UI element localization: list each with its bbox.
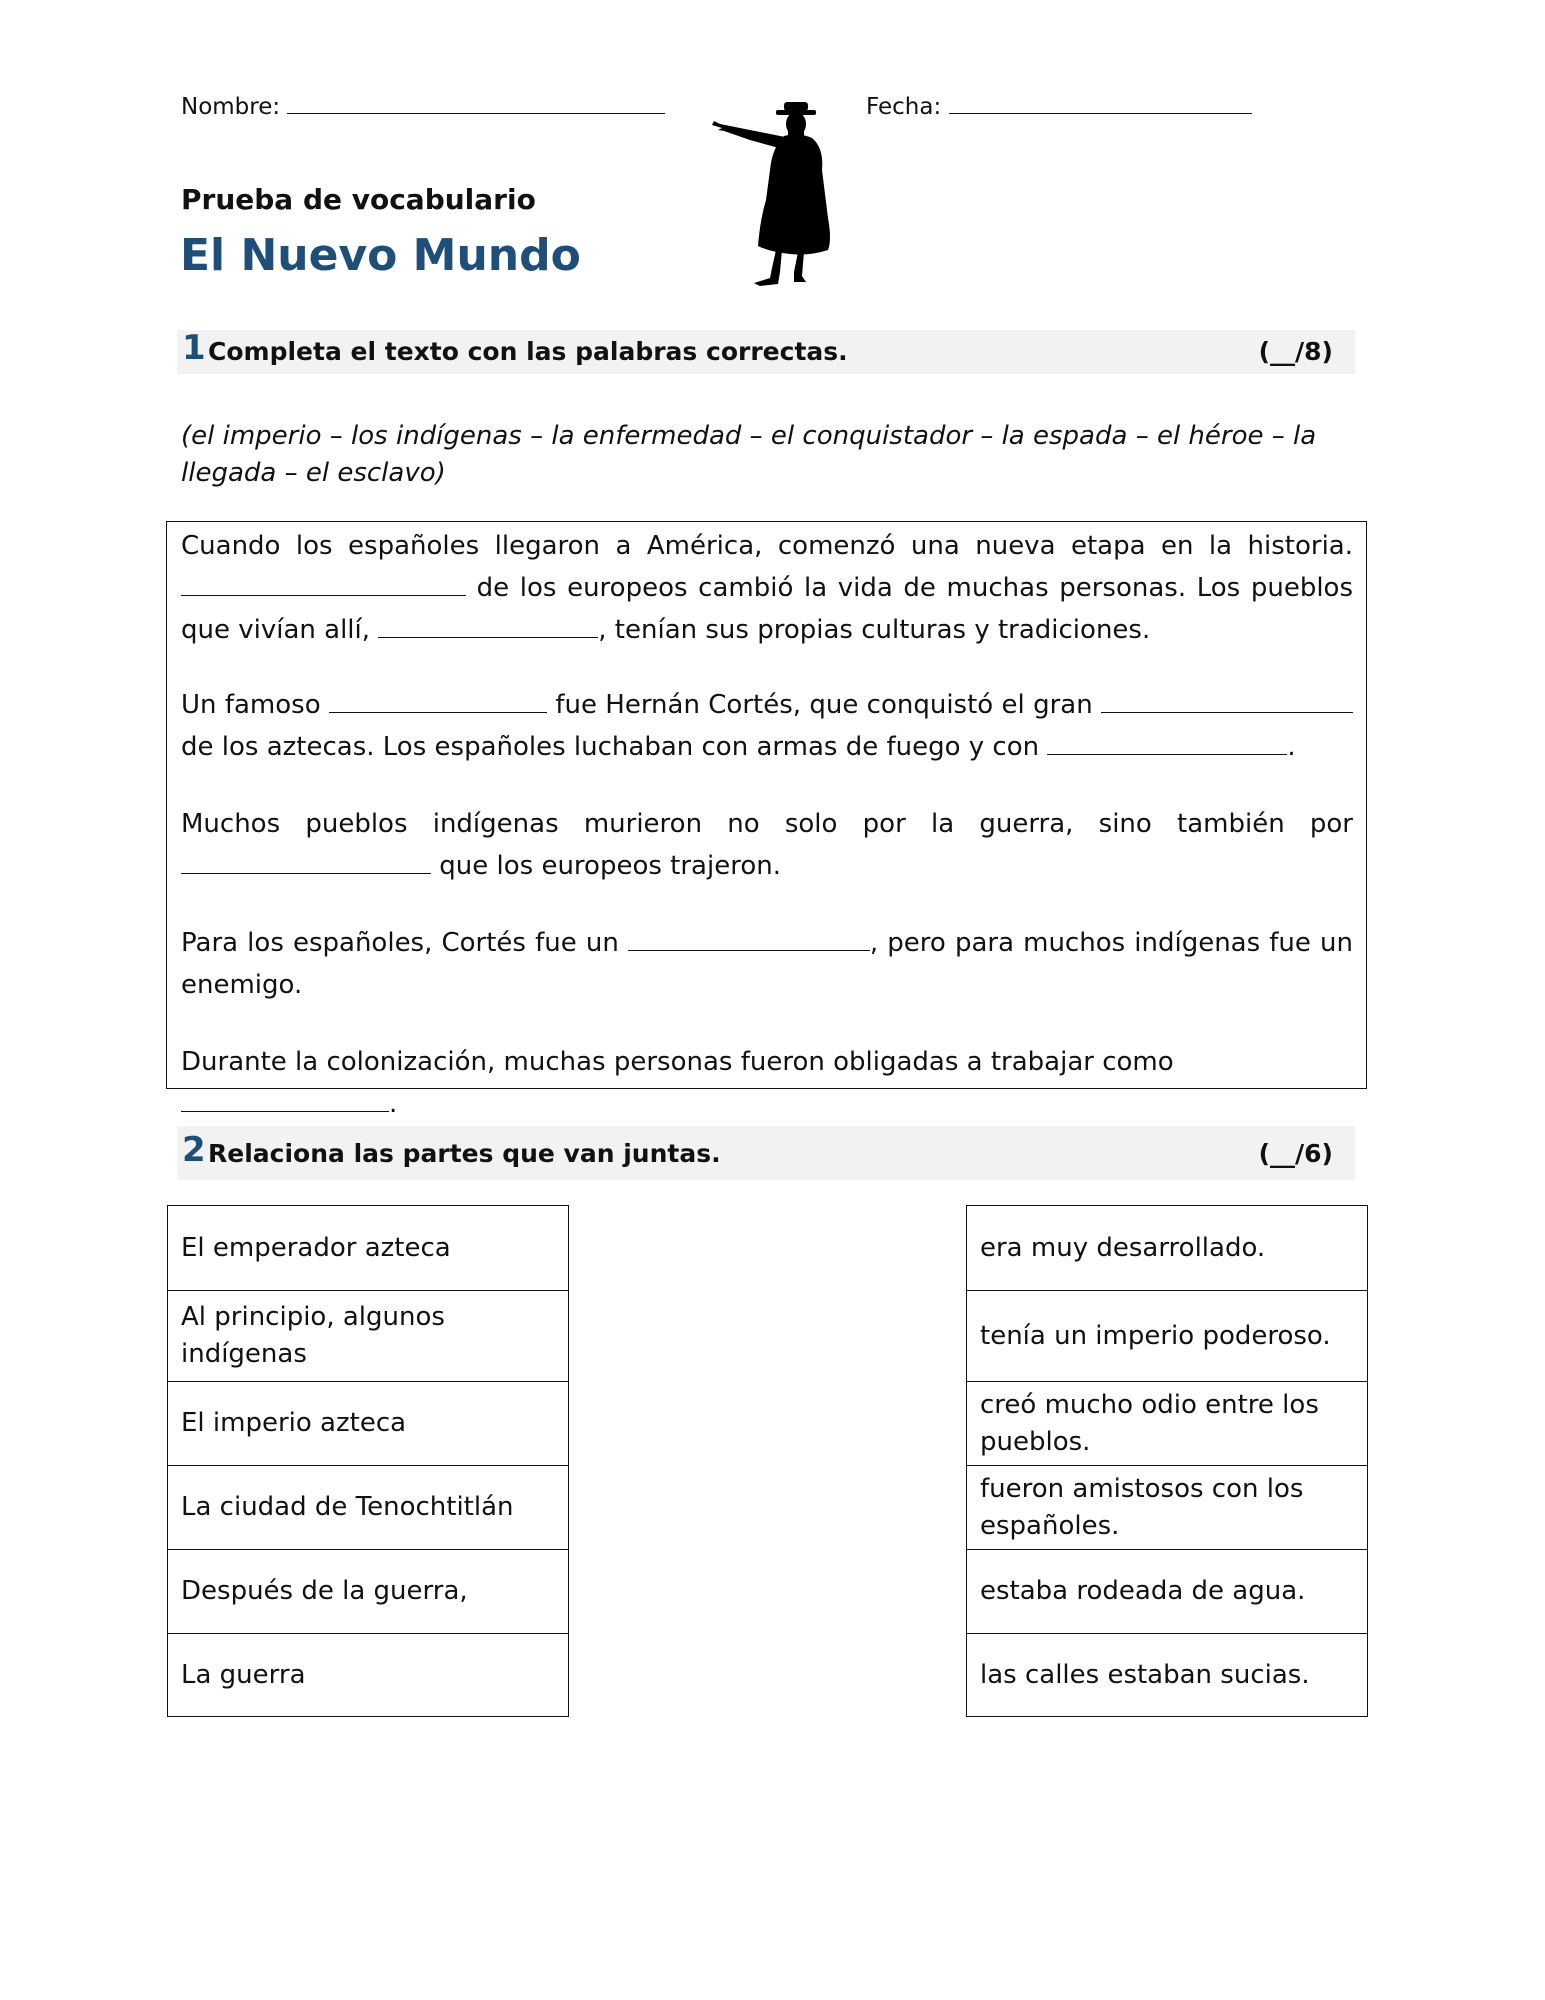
page-title: El Nuevo Mundo: [180, 230, 581, 281]
name-label: Nombre:: [181, 94, 281, 120]
word-bank: (el imperio – los indígenas – la enfermedad – el conquistador – la espada – el héroe – la llegada – el esclavo): [181, 421, 1317, 488]
paragraph-5: [181, 1041, 1353, 1125]
match-left-item[interactable]: Al principio, algunos indígenas: [168, 1290, 568, 1381]
section1-instruction: Completa el texto con las palabras correctas.: [208, 337, 848, 366]
match-right-item[interactable]: estaba rodeada de agua.: [967, 1549, 1367, 1633]
blank-3[interactable]: [329, 686, 547, 713]
matching-left-column: [167, 1205, 569, 1717]
match-right-item[interactable]: las calles estaban sucias.: [967, 1633, 1367, 1717]
paragraph-3-text-a: Muchos pueblos indígenas murieron no solo por la guerra, sino también por: [181, 809, 1353, 839]
blank-8[interactable]: [181, 1085, 389, 1112]
blank-1[interactable]: [181, 569, 466, 596]
section1-header: [177, 330, 1355, 374]
date-field: [866, 93, 1252, 120]
match-left-item[interactable]: La guerra: [168, 1633, 568, 1717]
quiz-subtitle: Prueba de vocabulario: [181, 183, 536, 216]
paragraph-3-text-b: que los europeos trajeron.: [439, 851, 781, 881]
paragraph-1-text-b: de los europeos cambió la vida de muchas personas. Los pueblos que vivían allí,: [181, 573, 1354, 645]
paragraph-1-text-c: , tenían sus propias culturas y tradiciones.: [598, 615, 1151, 645]
paragraph-3: [181, 803, 1353, 887]
blank-5[interactable]: [1047, 728, 1287, 755]
match-right-item[interactable]: creó mucho odio entre los pueblos.: [967, 1381, 1367, 1465]
paragraph-4: [181, 922, 1353, 1006]
blank-2[interactable]: [378, 611, 598, 638]
match-left-item[interactable]: El imperio azteca: [168, 1381, 568, 1465]
paragraph-2-text-c: de los aztecas. Los españoles luchaban con armas de fuego y con: [181, 732, 1040, 762]
conquistador-silhouette-icon: [710, 100, 850, 292]
match-right-item[interactable]: era muy desarrollado.: [980, 1232, 1266, 1263]
match-left-item[interactable]: El emperador azteca: [181, 1232, 451, 1263]
section2-instruction: Relaciona las partes que van juntas.: [208, 1139, 721, 1168]
paragraph-1-text-a: Cuando los españoles llegaron a América, comenzó una nueva etapa en la historia.: [181, 531, 1353, 561]
name-line[interactable]: [287, 93, 665, 114]
paragraph-4-text-b: , pero para muchos indígenas fue un enemigo.: [181, 928, 1353, 1000]
section1-points: (__/8): [1258, 337, 1333, 366]
paragraph-2: [181, 684, 1353, 768]
date-line[interactable]: [949, 93, 1252, 114]
blank-7[interactable]: [628, 924, 870, 951]
blank-4[interactable]: [1101, 686, 1353, 713]
paragraph-2-text-a: Un famoso: [181, 690, 321, 720]
paragraph-2-text-d: .: [1287, 732, 1296, 762]
matching-right-column: [966, 1205, 1368, 1717]
match-right-item[interactable]: tenía un imperio poderoso.: [967, 1290, 1367, 1381]
match-left-item[interactable]: Después de la guerra,: [168, 1549, 568, 1633]
section1-number: 1: [182, 328, 206, 368]
date-label: Fecha:: [866, 94, 942, 120]
blank-6[interactable]: [181, 847, 431, 874]
paragraph-1: [181, 525, 1353, 651]
paragraph-4-text-a: Para los españoles, Cortés fue un: [181, 928, 619, 958]
cloze-text-box: [166, 521, 1367, 1119]
section2-header: [177, 1126, 1355, 1180]
paragraph-5-text-b: .: [389, 1089, 398, 1119]
name-field: [181, 93, 665, 120]
match-left-item[interactable]: La ciudad de Tenochtitlán: [168, 1465, 568, 1549]
paragraph-5-text-a: Durante la colonización, muchas personas fueron obligadas a trabajar como: [181, 1047, 1174, 1077]
match-right-item[interactable]: fueron amistosos con los españoles.: [967, 1465, 1367, 1549]
section2-number: 2: [182, 1130, 206, 1170]
paragraph-2-text-b: fue Hernán Cortés, que conquistó el gran: [555, 690, 1093, 720]
section2-points: (__/6): [1258, 1139, 1333, 1168]
